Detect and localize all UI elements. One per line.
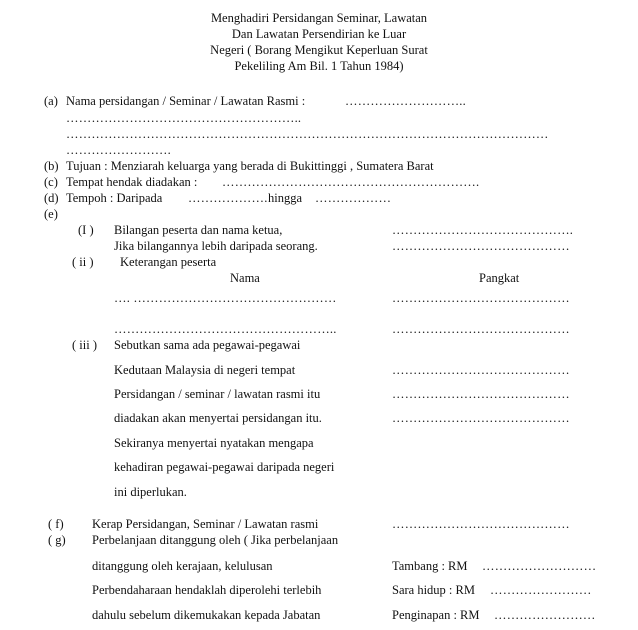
section-e-i-label: (I ) [78,223,94,237]
section-e-iii-line-1: Sebutkan sama ada pegawai-pegawai [114,338,301,352]
section-e-iii-line-7: ini diperlukan. [114,485,187,499]
participant-name-dots-2[interactable]: …………………………………………….. [114,323,337,336]
section-f-label: ( f) [48,517,64,531]
sara-hidup-label: Sara hidup : RM [392,583,475,597]
section-e-ii-text: Keterangan peserta [120,255,217,269]
section-f-text: Kerap Persidangan, Seminar / Lawatan rasmi [92,517,319,531]
header-line-3: Negeri ( Borang Mengikut Keperluan Surat [210,43,428,57]
section-e-iii-line-3: Persidangan / seminar / lawatan rasmi itu [114,387,321,401]
section-e-iii-dots-3[interactable]: …………………………………… [392,412,570,425]
section-g-label: ( g) [48,533,66,547]
section-d-label: (d) [44,191,59,205]
participant-rank-dots-2[interactable]: …………………………………… [392,323,570,336]
section-e-iii-line-2: Kedutaan Malaysia di negeri tempat [114,363,296,377]
tambang-label: Tambang : RM [392,559,468,573]
tambang-dots[interactable]: ……………………… [482,560,597,573]
section-g-line-1: Perbelanjaan ditanggung oleh ( Jika perbelanjaan [92,533,339,547]
penginapan-label: Penginapan : RM [392,608,480,622]
section-e-i-line-1: Bilangan peserta dan nama ketua, [114,223,283,237]
section-g-line-4: dahulu sebelum dikemukakan kepada Jabatan [92,608,321,622]
section-e-ii-label: ( ii ) [72,255,94,269]
section-d-dots-from[interactable]: ………………. [188,192,268,205]
section-c-dots[interactable]: ……………………………………………………. [222,176,480,189]
section-e-iii-dots-1[interactable]: …………………………………… [392,364,570,377]
section-d-text: Tempoh : Daripada [66,191,163,205]
header-line-4: Pekeliling Am Bil. 1 Tahun 1984) [234,59,404,73]
header-line-2: Dan Lawatan Persendirian ke Luar [231,27,407,41]
section-b-label: (b) [44,159,59,173]
section-e-iii-line-6: kehadiran pegawai-pegawai daripada negeri [114,460,335,474]
section-d-dots-to[interactable]: ……………… [315,192,392,205]
section-e-iii-dots-2[interactable]: …………………………………… [392,388,570,401]
section-g-line-2: ditanggung oleh kerajaan, kelulusan [92,559,273,573]
penginapan-dots[interactable]: …………………… [494,609,596,622]
header-line-1: Menghadiri Persidangan Seminar, Lawatan [210,11,428,25]
section-a-dots-2[interactable]: ……………………………………………….. [66,112,302,125]
section-c-text: Tempat hendak diadakan : [66,175,198,189]
sara-hidup-dots[interactable]: …………………… [490,584,592,597]
section-b-text: Tujuan : Menziarah keluarga yang berada di Bukittinggi , Sumatera Barat [66,159,434,173]
participant-rank-dots-1[interactable]: …………………………………… [392,292,570,305]
section-g-line-3: Perbendaharaan hendaklah diperolehi terlebih [92,583,322,597]
column-header-pangkat: Pangkat [479,271,520,285]
section-e-i-line-2: Jika bilangannya lebih daripada seorang. [114,239,318,253]
section-e-label: (e) [44,207,58,221]
section-c-label: (c) [44,175,58,189]
section-a-label: (a) [44,94,58,108]
participant-name-dots-1[interactable]: …. ………………………………………… [114,292,337,305]
section-e-iii-line-5: Sekiranya menyertai nyatakan mengapa [114,436,314,450]
section-e-i-dots-1[interactable]: ……………………………………. [392,224,574,237]
section-a-dots-4[interactable]: ……………………. [66,144,171,157]
column-header-nama: Nama [230,271,260,285]
section-a-text: Nama persidangan / Seminar / Lawatan Rasmi : [66,94,306,108]
section-e-iii-label: ( iii ) [72,338,97,352]
section-e-i-dots-2[interactable]: …………………………………… [392,240,570,253]
section-d-hingga: hingga [268,191,303,205]
section-a-dots-1[interactable]: ……………………….. [345,95,466,108]
section-e-iii-line-4: diadakan akan menyertai persidangan itu. [114,411,322,425]
section-a-dots-3[interactable]: …………………………………………………………………………………………………… [66,128,549,141]
section-f-dots[interactable]: …………………………………… [392,518,570,531]
